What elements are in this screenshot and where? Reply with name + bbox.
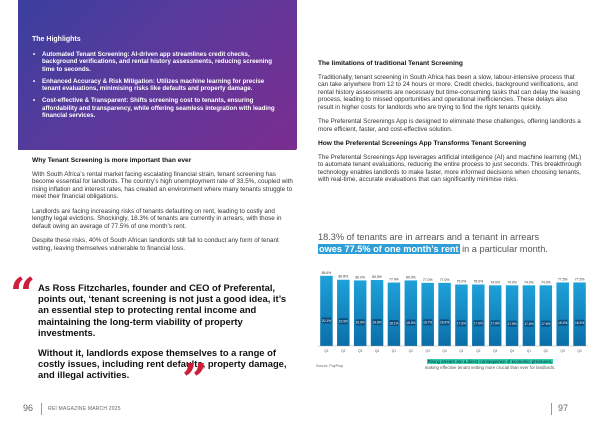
body-paragraph: Traditionally, tenant screening in South Africa has been a slow, labour-intensive process that can take anywhere from 12 to 24 hours or more. Credit checks, background verifications, and rental history assessments are necessary but time-consuming tasks that can delay the leasing process, leading to missed opportunities and operational inefficiencies. These delays also result in higher costs for landlords who are trying to find the right tenants quickly.	[318, 73, 581, 111]
page-number: 97	[558, 403, 569, 413]
chart-bar	[489, 285, 501, 346]
section-heading: How the Preferental Screenings App Transforms Tenant Screening	[318, 140, 527, 147]
x-tick-label: Q3	[425, 349, 430, 353]
x-tick-label: Q3	[560, 349, 565, 353]
x-tick-label: Q3	[358, 349, 363, 353]
bar-value-label: 80.0%	[406, 275, 416, 280]
bar-value-label: 75.0%	[473, 279, 484, 284]
x-tick-label: Q2	[408, 349, 413, 353]
highlight-item: • Enhanced Accuracy & Risk Mitigation: Utilizes machine learning for precise tenant evaluations, minimising risks like defaults and property damage.	[32, 78, 283, 93]
x-tick-label: Q1	[459, 349, 464, 353]
chart-bar	[371, 280, 383, 346]
arrears-value-label: 18.1%	[389, 321, 399, 326]
bar-value-label: 77.5%	[557, 277, 568, 282]
highlights-box	[18, 0, 297, 150]
chart-bar	[388, 283, 400, 346]
arrears-value-label: 17.9%	[473, 321, 483, 326]
x-tick-label: Q4	[374, 349, 380, 353]
x-tick-label: Q4	[509, 349, 515, 353]
x-tick-label: Q1	[391, 349, 397, 353]
quote-paragraph: As Ross Fitzcharles, founder and CEO of Preferental, points out, ‘tenant screening is not just a good idea, it’s an essential step to protecting rental income and maintaining the long-term viability of property investments.	[38, 282, 287, 338]
x-tick-label: Q2	[476, 349, 481, 353]
arrears-value-label: 17.8%	[456, 321, 466, 326]
x-tick-label: Q2	[341, 349, 346, 353]
bar-value-label: 80.8%	[338, 274, 349, 279]
right-article-column	[318, 60, 583, 191]
chart-bar	[438, 283, 450, 346]
arrears-value-label: 18.7%	[423, 320, 433, 325]
chart-bar	[540, 285, 552, 346]
arrears-value-label: 17.6%	[524, 321, 534, 326]
highlights-list	[32, 51, 283, 119]
pull-quote-text	[38, 282, 293, 390]
chart-title-line1: 18.3% of tenants are in arrears and a tenant in arrears	[318, 232, 540, 242]
bar-value-label: 74.0%	[524, 280, 534, 285]
chart-canvas	[312, 258, 594, 366]
x-tick-label: Q4	[577, 349, 582, 353]
bar-value-label: 77.0%	[422, 277, 433, 282]
arrears-value-label: 19.5%	[338, 319, 348, 324]
page-number: 96	[23, 403, 34, 413]
bar-value-label: 74.0%	[541, 280, 551, 285]
arrears-value-label: 18.8%	[372, 320, 382, 325]
chart-source: Source: PayProp	[316, 364, 344, 368]
chart-bar	[472, 285, 484, 347]
body-paragraph: The Preferental Screenings App leverages artificial intelligence (AI) and machine learning (ML) to automate tenant evaluations, reducing the entire process to just seconds. This breakthrough technology enables landlords to make faster, more informed decisions when choosing tenants, with real-time, accurate evaluations that can significantly minimise risks.	[318, 153, 582, 183]
bar-value-label: 77.5%	[574, 277, 585, 282]
x-tick-label: Q1	[526, 349, 532, 353]
arrears-value-label: 18.3%	[558, 321, 568, 326]
x-tick-label: Q1	[324, 349, 329, 353]
bar-value-label: 77.0%	[439, 277, 450, 282]
chart-bar	[354, 280, 366, 346]
chart-bar	[573, 282, 585, 346]
section-heading: The limitations of traditional Tenant Screening	[318, 60, 463, 67]
bar-value-label: 74.0%	[490, 280, 500, 285]
bar-value-label: 77.4%	[389, 277, 399, 282]
highlights-title: The Highlights	[32, 36, 81, 43]
arrears-value-label: 17.5%	[507, 322, 517, 327]
chart-bar	[506, 285, 518, 346]
body-paragraph: Landlords are facing increasing risks of tenants defaulting on rent, leading to costly and lengthy legal evictions. Shockingly, 18.3% of tenants are currently in arrears, with those in default owing an average of 77.5% of one month’s rent.	[32, 207, 282, 230]
section-heading: Why Tenant Screening is more important than ever	[32, 157, 192, 164]
chart-bar	[556, 282, 568, 346]
bar-value-label: 85.6%	[321, 270, 332, 275]
x-tick-label: Q3	[493, 349, 498, 353]
chart-bar	[320, 276, 332, 346]
bar-value-label: 75.0%	[456, 279, 467, 284]
chart-bar	[421, 283, 433, 346]
chart-footnote	[395, 359, 585, 371]
chart-footnote-rest: making effective tenant vetting more crucial than ever for landlords.	[424, 365, 556, 370]
arrears-value-label: 18.3%	[575, 321, 585, 326]
highlight-item: • Automated Tenant Screening: AI-driven app streamlines credit checks, background verifications, and rental history assessments, reducing screening time to seconds.	[32, 51, 283, 73]
arrears-value-label: 18.6%	[440, 320, 450, 325]
body-paragraph: Despite these risks, 40% of South African landlords still fail to conduct any form of tenant vetting, leaving themselves vulnerable to financial loss.	[32, 237, 279, 252]
chart-title	[318, 232, 593, 255]
bar-value-label: 74.0%	[507, 280, 517, 285]
right-folio	[551, 403, 568, 415]
folio-divider	[551, 403, 552, 415]
chart-bar	[455, 285, 467, 347]
chart-title-rest: in a particular month.	[459, 243, 548, 254]
close-quote-icon: ”	[182, 355, 208, 406]
chart-footnote-highlight: Rising arrears are a direct consequence of economic pressures,	[427, 359, 553, 364]
arrears-value-label: 17.8%	[490, 321, 500, 326]
arrears-value-label: 17.6%	[541, 321, 551, 326]
pull-quote	[10, 269, 310, 406]
arrears-value-label: 18.6%	[355, 320, 365, 325]
highlight-item: • Cost-effective & Transparent: Shifts screening cost to tenants, ensuring affordability and transparency, while offering seamless integration with leading financial services.	[32, 97, 283, 119]
bar-value-label: 80.5%	[372, 274, 382, 279]
left-article-column	[32, 157, 294, 259]
folio-divider	[41, 403, 42, 415]
bar-value-label: 80.0%	[355, 275, 365, 280]
arrears-value-label: 20.1%	[321, 318, 331, 323]
body-paragraph: The Preferental Screenings App is designed to eliminate these challenges, offering landlords a more efficient, faster, and cost-effective solution.	[318, 118, 581, 133]
chart-bar	[405, 280, 417, 346]
body-paragraph: With South Africa’s rental market facing escalating financial strain, tenant screening has become essential for landlords. The country’s high unemployment rate of 33.5%, coupled with rising inflation and interest rates, has created an environment where many tenants struggle to meet their financial obligations.	[32, 170, 293, 200]
chart-title-highlight: owes 77.5% of one month’s rent	[319, 243, 459, 254]
chart-bar	[337, 280, 349, 346]
x-tick-label: Q2	[543, 349, 548, 353]
x-tick-label: Q4	[442, 349, 447, 353]
quote-paragraph: Without it, landlords expose themselves to a range of costly issues, including rent defaults, property damage, and illegal activities.	[38, 347, 287, 381]
chart-bar	[523, 285, 535, 346]
left-folio	[23, 403, 121, 415]
open-quote-icon: “	[10, 269, 36, 320]
arrears-bar-chart	[312, 258, 594, 366]
arrears-value-label: 18.5%	[406, 320, 416, 325]
magazine-name: REI MAGAZINE MARCH 2025	[48, 406, 121, 413]
